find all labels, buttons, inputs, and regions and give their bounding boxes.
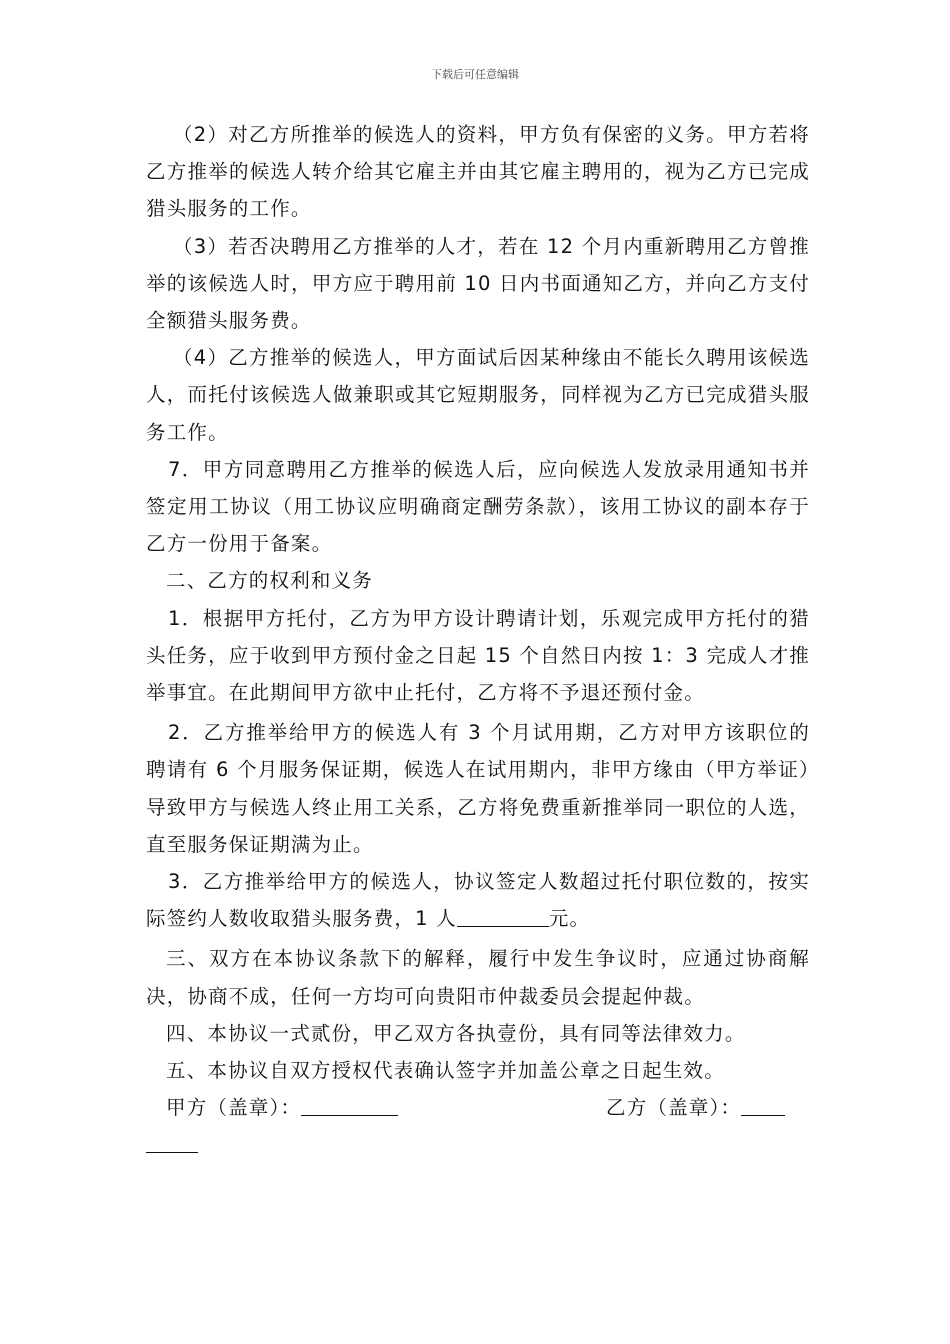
page-header-note: 下载后可任意编辑 bbox=[431, 68, 519, 81]
party-b-label: 乙方（盖章）： bbox=[606, 1096, 742, 1120]
section-3-disputes: 三、双方在本协议条款下的解释，履行中发生争议时，应通过协商解决，协商不成，任何一方均可向贵阳市仲裁委员会提起仲裁。 bbox=[146, 947, 810, 1008]
fee-amount-blank[interactable] bbox=[457, 906, 549, 927]
party-b-seal-blank-tail[interactable] bbox=[146, 1132, 198, 1153]
fee-clause-text: 3．乙方推举给甲方的候选人，协议签定人数超过托付职位数的，按实际签约人数收取猎头服务费，1 人 bbox=[146, 870, 810, 931]
party-b-clause-1: 1．根据甲方托付，乙方为甲方设计聘请计划，乐观完成甲方托付的猎头任务，应于收到甲方预付金之日起 15 个自然日内按 1：3 完成人才推举事宜。在此期间甲方欲中止托付，乙方将不予退还预付金。 bbox=[146, 606, 810, 705]
signature-row bbox=[146, 1089, 810, 1126]
clause-7-employment-agreement: 7．甲方同意聘用乙方推举的候选人后，应向候选人发放录用通知书并签定用工协议（用工协议应明确商定酬劳条款），该用工协议的副本存于乙方一份用于备案。 bbox=[146, 457, 810, 556]
party-b-signature bbox=[606, 1089, 785, 1126]
party-b-seal-blank[interactable] bbox=[741, 1095, 785, 1116]
party-b-seal-blank-continued bbox=[146, 1126, 810, 1163]
clause-2-confidentiality: （2）对乙方所推举的候选人的资料，甲方负有保密的义务。甲方若将乙方推举的候选人转介给其它雇主并由其它雇主聘用的，视为乙方已完成猎头服务的工作。 bbox=[146, 123, 810, 221]
party-a-label: 甲方（盖章）： bbox=[166, 1096, 302, 1120]
party-a-seal-blank[interactable] bbox=[301, 1095, 398, 1116]
section-2-heading: 二、乙方的权利和义务 bbox=[166, 569, 374, 593]
party-b-clause-3 bbox=[146, 863, 810, 937]
document-body bbox=[146, 116, 810, 1163]
party-b-clause-2: 2．乙方推举给甲方的候选人有 3 个月试用期，乙方对甲方该职位的聘请有 6 个月服务保证期，候选人在试用期内，非甲方缘由（甲方举证）导致甲方与候选人终止用工关系，乙方将免费重新推举同一职位的人选，直至服务保证期满为止。 bbox=[146, 721, 810, 856]
section-4-copies: 四、本协议一式贰份，甲乙双方各执壹份，具有同等法律效力。 bbox=[166, 1021, 746, 1045]
section-5-effective: 五、本协议自双方授权代表确认签字并加盖公章之日起生效。 bbox=[166, 1059, 725, 1083]
clause-3-rehire-notice: （3）若否决聘用乙方推举的人才，若在 12 个月内重新聘用乙方曾推举的该候选人时，甲方应于聘用前 10 日内书面通知乙方，并向乙方支付全额猎头服务费。 bbox=[146, 234, 810, 333]
clause-4-part-time: （4）乙方推举的候选人，甲方面试后因某种缘由不能长久聘用该候选人，而托付该候选人做兼职或其它短期服务，同样视为乙方已完成猎头服务工作。 bbox=[146, 346, 810, 444]
fee-clause-unit: 元。 bbox=[548, 907, 591, 931]
party-a-signature bbox=[166, 1089, 398, 1126]
